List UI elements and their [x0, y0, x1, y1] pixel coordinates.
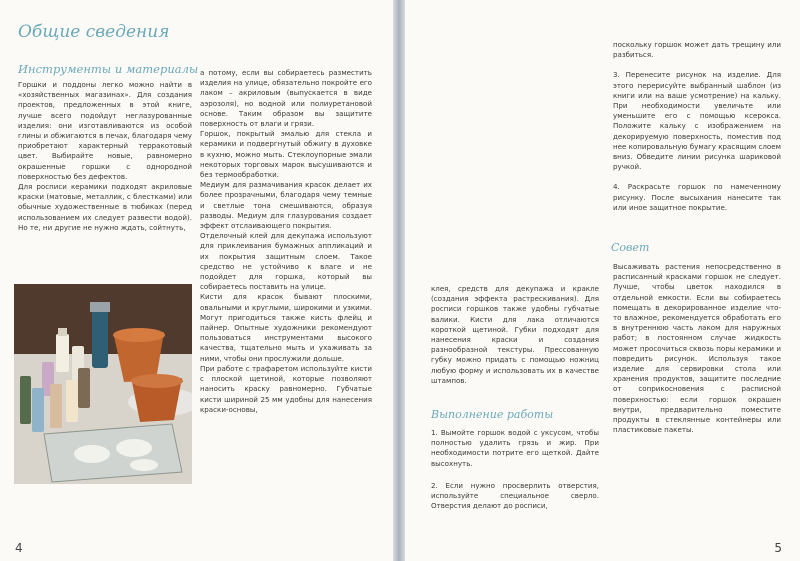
right-column-bottom-text: клея, средств для декупажа и кракле (создания эффекта растрескивания). Для росписи горшков также удобны губчатые валики. Кисти для лака отличаются короткой щетиной. Губки подходят для нанесения краски и создания разнообразной текстуры. Прессованную губку можно придать с помощью ножниц любую форму и использовать их в качестве штампов. — [431, 284, 599, 385]
step-2: 2. Если нужно просверлить отверстия, используйте специальное сверло. Отверстия делают до росписи, — [431, 480, 599, 511]
work-steps — [431, 428, 599, 511]
tip-title: Совет — [611, 241, 650, 254]
tip-text: Высаживать растения непосредственно в расписанный красками горшок не следует. Лучше, чтобы цветок находился в отдельной емкости. Если вы собираетесь помещать в декорированное изделие что-то влажное, рекомендуется обработать его в внутреннюю часть лаком для наружных работ; в постоянном случае жидкость может просочиться сквозь поры керамики и повредить рисунок. Используя такое изделие для сервировки стола или хранения продуктов, защитите последние от соприкосновения с расписной поверхностью: если горшок окрашен внутри, предварительно поместите продукты в стеклянные контейнеры или пластиковые пакеты. — [613, 262, 781, 435]
paragraph: Медиум для размачивания красок делает их более прозрачными, благодаря чему темные и светлые тона смешиваются, образуя разводы. Медиум для глазурования создает эффект отслаивающего покрытия. — [200, 180, 372, 231]
paragraph: Горшки и поддоны легко можно найти в «хозяйственных магазинах». Для создания проектов, предложенных в этой книге, лучше всего подойдут неглазурованные изделия: они изготавливаются из особой глины и обжигаются в печах, благодаря чему приобретают характерный терракотовый цвет. Выбирайте новые, равномерно окрашенные горшки с однородной поверхностью без дефектов. — [18, 80, 192, 181]
left-column-1 — [18, 80, 192, 233]
paragraph: Горшок, покрытый эмалью для стекла и керамики и подвергнутый обжигу в духовке в кухню, можно мыть. Стеклоупорные эмали некоторых торговых марок высушиваются и без термообработки. — [200, 129, 372, 180]
paragraph: При работе с трафаретом используйте кисти с плоской щетиной, которые позволяют наносить краску равномерно. Губчатые кисти шириной 25 мм удобны для нанесения краски-основы, — [200, 363, 372, 414]
left-page — [0, 0, 393, 561]
paragraph: Отделочный клей для декупажа используют для приклеивания бумажных аппликаций и их покрытия защитным слоем. Такое средство не устойчиво к влаге и не подойдет для горшка, который вы собираетесь поставить на улице. — [200, 231, 372, 292]
page-number: 4 — [15, 541, 23, 555]
photo-paints-and-pots — [14, 284, 192, 484]
step-4: 4. Раскрасьте горшок по намеченному рисунку. После высыхания нанесите так или иное защитное покрытие. — [613, 182, 781, 212]
paragraph: Кисти для красок бывают плоскими, овальными и круглыми, широкими и узкими. Могут пригодиться также кисть флейц и пайнер. Опытные художники рекомендуют пользоваться инструментами высокого качества, тщательно мыть и ухаживать за ними, чтобы они прослужили дольше. — [200, 292, 372, 363]
right-page — [405, 0, 800, 561]
left-column-2 — [200, 68, 372, 415]
step-1: 1. Вымойте горшок водой с уксусом, чтобы полностью удалить грязь и жир. При необходимости потрите его щеткой. Дайте высохнуть. — [431, 428, 599, 468]
book-gutter — [393, 0, 405, 561]
step-3: 3. Перенесите рисунок на изделие. Для этого перерисуйте выбранный шаблон (из книги или на ваше усмотрение) на кальку. При необходимости увеличьте или уменьшите его с помощью ксерокса. Положите кальку с изображением на декорируемую поверхность, поместив под нее копировальную бумагу красящим слоем вниз. Обведите линии рисунка шариковой ручкой. — [613, 70, 781, 172]
work-section-title: Выполнение работы — [431, 408, 554, 421]
paragraph: поскольку горшок может дать трещину или разбиться. — [613, 40, 781, 60]
page-title: Общие сведения — [18, 22, 170, 42]
section-title-tools: Инструменты и материалы — [18, 62, 199, 76]
page-number: 5 — [774, 541, 782, 555]
right-column-top — [613, 40, 781, 213]
paragraph: а потому, если вы собираетесь разместить изделия на улице, обязательно покройте его лаком – акриловым (выпускается в виде аэрозоля), но водной или полиуретановой основе. Таким образом вы защитите поверхность от влаги и грязи. — [200, 68, 372, 129]
paragraph: Для росписи керамики подходят акриловые краски (матовые, металлик, с блестками) или обычные художественные в тюбиках (перед использованием их следует развести водой). Но те, ни другие не нужно ждать, сойтнуть, — [18, 182, 192, 232]
